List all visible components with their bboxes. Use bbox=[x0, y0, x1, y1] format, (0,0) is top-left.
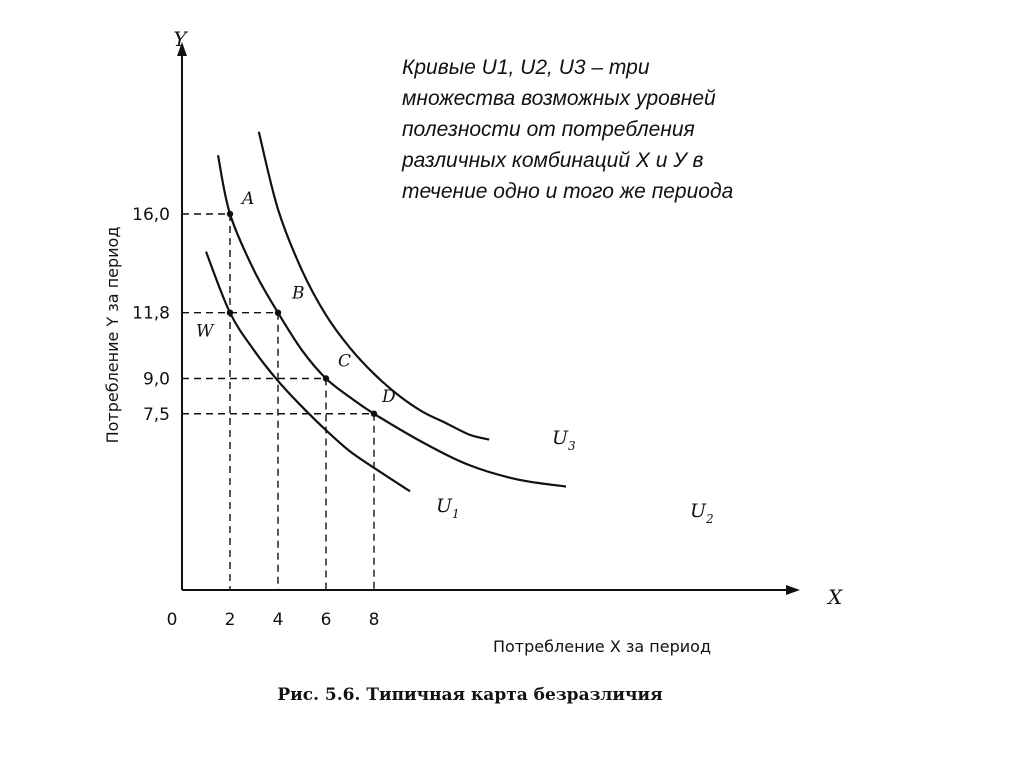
y-axis-title: Потребление Y за период bbox=[103, 226, 122, 444]
point-label-c: C bbox=[338, 351, 352, 372]
point-marker-w bbox=[227, 310, 233, 316]
point-marker-b bbox=[275, 310, 281, 316]
description-line: различных комбинаций X и У в bbox=[402, 149, 704, 172]
x-tick-label: 4 bbox=[272, 610, 284, 630]
point-label-b: B bbox=[292, 283, 305, 304]
x-tick-label: 2 bbox=[224, 610, 236, 630]
y-axis-letter: Y bbox=[173, 27, 187, 51]
y-tick-label: 16,0 bbox=[132, 205, 170, 225]
y-tick-label: 11,8 bbox=[132, 303, 170, 324]
point-marker-a bbox=[227, 211, 233, 217]
y-tick-label: 9,0 bbox=[142, 369, 170, 390]
description-line: полезности от потребления bbox=[402, 118, 695, 141]
origin-label: 0 bbox=[166, 610, 178, 630]
curve-label-subscript: 3 bbox=[568, 439, 576, 453]
y-tick-label: 7,5 bbox=[142, 404, 170, 425]
curve-label-subscript: 2 bbox=[706, 512, 714, 526]
chart-description bbox=[402, 52, 842, 207]
point-label-w: W bbox=[196, 321, 214, 342]
curve-label-u2: $U_2$ bbox=[690, 500, 714, 526]
curve-label-u1: $U_1$ bbox=[436, 495, 460, 521]
description-line: Кривые U1, U2, U3 – три bbox=[402, 56, 650, 79]
x-tick-label: 8 bbox=[368, 610, 380, 630]
point-marker-c bbox=[323, 375, 329, 381]
x-axis-title: Потребление X за период bbox=[492, 637, 712, 656]
curve-u1 bbox=[206, 252, 410, 492]
x-axis-letter: X bbox=[828, 585, 843, 609]
point-label-d: D bbox=[382, 386, 396, 407]
figure-caption: Рис. 5.6. Типичная карта безразличия bbox=[277, 685, 663, 705]
description-line: множества возможных уровней bbox=[402, 87, 716, 110]
curve-label-subscript: 1 bbox=[452, 507, 460, 521]
curve-label-u3: $U_3$ bbox=[552, 427, 576, 453]
x-tick-label: 6 bbox=[320, 610, 332, 630]
point-marker-d bbox=[371, 411, 377, 417]
x-axis-arrow-icon bbox=[786, 585, 800, 595]
point-label-a: A bbox=[242, 189, 255, 209]
description-line: течение одно и того же периода bbox=[402, 180, 734, 203]
